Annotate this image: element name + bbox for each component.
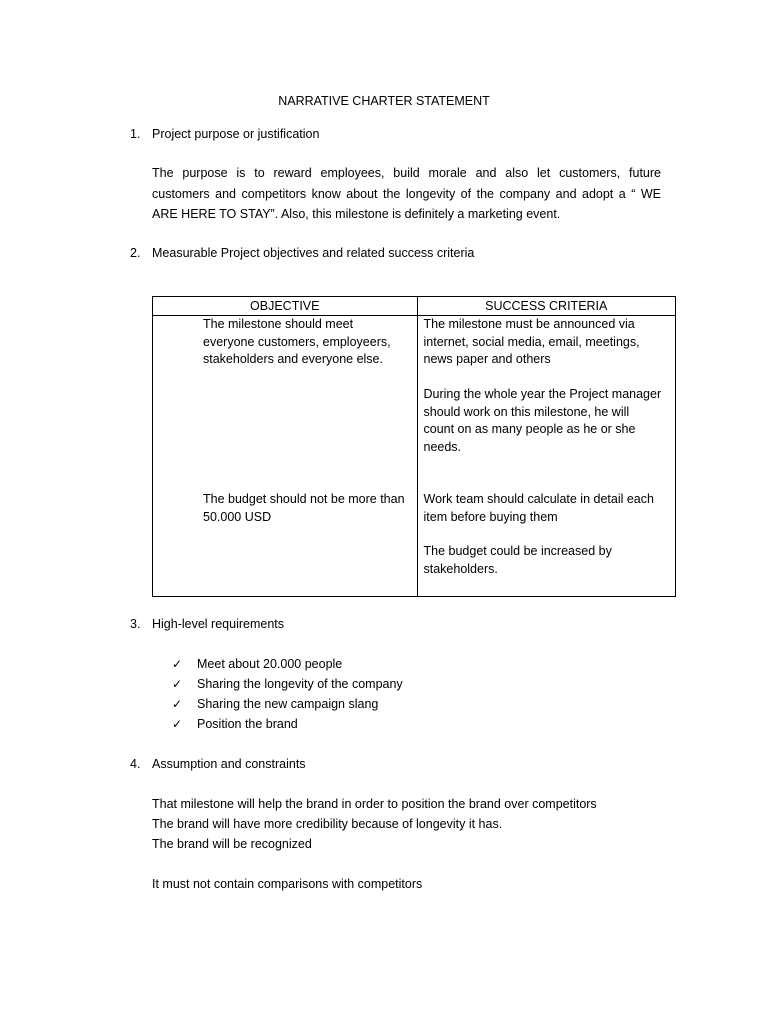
section-2-heading [130, 243, 474, 263]
checkmark-icon: ✓ [172, 717, 183, 731]
criteria-line: stakeholders. [423, 561, 498, 576]
objective-line: everyone customers, employeers, [203, 334, 391, 349]
list-item [172, 714, 403, 734]
section-3-title: High-level requirements [152, 617, 285, 631]
objective-cell [153, 316, 418, 597]
criteria-line: The milestone must be announced via [423, 317, 635, 331]
objective-line: stakeholders and everyone else. [203, 352, 383, 366]
assumption-line: The brand will be recognized [152, 837, 312, 851]
objective-item [203, 491, 413, 526]
section-4-title: Assumption and constraints [152, 757, 306, 771]
purpose-line: ARE HERE TO STAY”. Also, this milestone is definitely a marketing event. [152, 207, 561, 221]
requirements-list [172, 654, 403, 734]
criteria-line: needs. [423, 439, 462, 454]
section-1-heading [130, 124, 319, 144]
checkmark-icon: ✓ [172, 657, 183, 671]
objective-line: The budget should not be more than [203, 492, 405, 506]
success-criteria-cell [417, 316, 676, 597]
assumption-line: The brand will have more credibility because of longevity it has. [152, 817, 503, 831]
objective-line: 50.000 USD [203, 509, 272, 524]
objective-column-header: OBJECTIVE [153, 297, 418, 316]
assumptions-paragraph [152, 794, 597, 854]
criteria-line: count on as many people as he or she [423, 422, 636, 436]
section-3-heading [130, 614, 284, 634]
requirement-text: Sharing the new campaign slang [197, 697, 379, 711]
objective-line: The milestone should meet [203, 317, 354, 331]
requirement-text: Meet about 20.000 people [197, 657, 343, 671]
criteria-line: item before buying them [423, 509, 558, 524]
purpose-line: The purpose is to reward employees, build morale and also let customers, future [152, 166, 661, 180]
list-item [172, 694, 403, 714]
criteria-item [424, 491, 672, 526]
objectives-table [152, 296, 676, 597]
section-4-heading [130, 754, 306, 774]
list-item [172, 674, 403, 694]
section-2-title: Measurable Project objectives and related success criteria [152, 246, 475, 260]
section-3-number: 3. [130, 617, 141, 631]
section-1-number: 1. [130, 127, 141, 141]
criteria-item [424, 316, 672, 369]
requirement-text: Sharing the longevity of the company [197, 677, 403, 691]
list-item [172, 654, 403, 674]
requirement-text: Position the brand [197, 717, 298, 731]
success-criteria-column-header: SUCCESS CRITERIA [417, 297, 676, 316]
criteria-line: Work team should calculate in detail each [423, 492, 654, 506]
criteria-line: The budget could be increased by [423, 544, 612, 558]
criteria-item [424, 543, 672, 578]
checkmark-icon: ✓ [172, 677, 183, 691]
criteria-line: During the whole year the Project manager [423, 387, 662, 401]
section-4-number: 4. [130, 757, 141, 771]
assumption-line: That milestone will help the brand in order to position the brand over competitors [152, 797, 597, 811]
document-title: NARRATIVE CHARTER STATEMENT [278, 94, 490, 108]
criteria-line: internet, social media, email, meetings, [423, 334, 640, 349]
constraint-line: It must not contain comparisons with competitors [152, 877, 423, 891]
criteria-item [424, 386, 672, 456]
table-header-row [153, 297, 676, 316]
purpose-paragraph [152, 163, 661, 225]
section-1-title: Project purpose or justification [152, 127, 320, 141]
section-2-number: 2. [130, 246, 141, 260]
objective-item [203, 316, 413, 369]
criteria-line: should work on this milestone, he will [423, 404, 630, 419]
table-row [153, 316, 676, 597]
checkmark-icon: ✓ [172, 697, 183, 711]
criteria-line: news paper and others [423, 352, 551, 366]
purpose-line: customers and competitors know about the longevity of the company and adopt a “ WE [152, 186, 661, 201]
